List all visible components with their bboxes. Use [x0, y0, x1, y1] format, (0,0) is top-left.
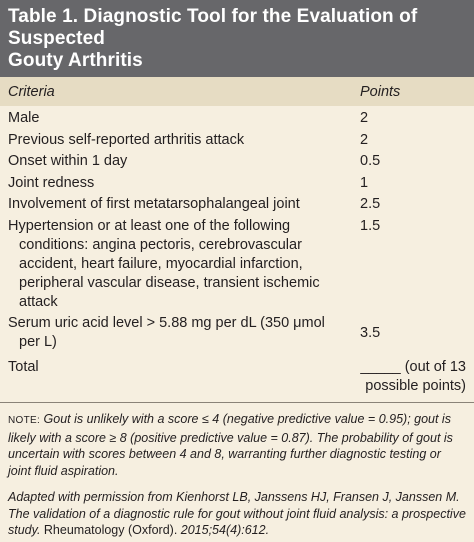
criterion-cell	[8, 195, 360, 214]
criterion-cell	[8, 174, 360, 193]
criterion-text: Male	[8, 110, 40, 126]
table-title-line-2: Gouty Arthritis	[8, 50, 143, 71]
points-cell: 1.5	[360, 217, 381, 234]
table-title	[0, 0, 474, 77]
table-row	[0, 314, 474, 352]
total-points-line-1: _____ (out of 13	[360, 359, 466, 375]
source-citation	[0, 479, 474, 539]
criterion-text-continued: accident, heart failure, myocardial infarction,	[19, 255, 303, 272]
table-body	[0, 106, 474, 396]
criterion-cell	[8, 109, 360, 128]
table-title-line-1: Table 1. Diagnostic Tool for the Evaluation of Suspected	[8, 6, 418, 49]
criterion-cell	[8, 152, 360, 171]
table-row	[0, 195, 474, 214]
points-cell: 1	[360, 174, 369, 191]
criterion-text-continued: per L)	[19, 334, 57, 350]
points-cell: 2	[360, 131, 369, 148]
source-citation-detail: 2015;54(4):612.	[180, 523, 270, 537]
criterion-text: Previous self-reported arthritis attack	[8, 131, 245, 148]
total-points-cell	[346, 358, 466, 396]
table-row	[0, 174, 474, 193]
note-text: Gout is unlikely with a score ≤ 4 (negative predictive value = 0.95); gout is likely with a score ≥ 8 (positive predictive value = 0.87). The probability of gout is uncertain with scores between 4 and 8, warranting further diagnostic testing or joint fluid aspiration.	[8, 412, 453, 478]
criteria-column-header: Criteria	[8, 83, 55, 100]
points-cell: 2	[360, 110, 369, 126]
points-column-header: Points	[360, 83, 401, 100]
table-row	[0, 152, 474, 171]
points-cell: 3.5	[360, 325, 381, 341]
criterion-text: Serum uric acid level > 5.88 mg per dL (350 μmol	[8, 315, 325, 331]
criterion-text: Hypertension or at least one of the following	[8, 217, 291, 234]
table-header-row	[0, 77, 474, 106]
criterion-text: Involvement of first metatarsophalangeal joint	[8, 196, 300, 212]
total-points-line-2: possible points)	[365, 378, 466, 394]
note-label: NOTE:	[8, 415, 41, 426]
criterion-cell	[8, 314, 360, 352]
points-cell: 2.5	[360, 196, 381, 212]
points-cell: 0.5	[360, 153, 381, 169]
table-note	[0, 403, 474, 479]
source-journal: Rheumatology (Oxford).	[43, 523, 178, 537]
table-row	[0, 109, 474, 128]
total-label: Total	[8, 359, 39, 375]
criterion-cell	[8, 217, 360, 312]
criterion-text-continued: peripheral vascular disease, transient ischemic attack	[19, 274, 320, 310]
criterion-cell	[8, 131, 360, 150]
criterion-text-continued: conditions: angina pectoris, cerebrovascular	[19, 236, 302, 253]
source-text: Adapted with permission from Kienhorst LB, Janssens HJ, Fransen J, Janssen M. The validation of a diagnostic rule for gout without joint fluid analysis: a prospective study.	[8, 490, 466, 537]
criterion-text: Joint redness	[8, 174, 95, 191]
total-row	[0, 358, 474, 396]
table-row	[0, 131, 474, 150]
criterion-text: Onset within 1 day	[8, 153, 128, 169]
table-row	[0, 217, 474, 312]
